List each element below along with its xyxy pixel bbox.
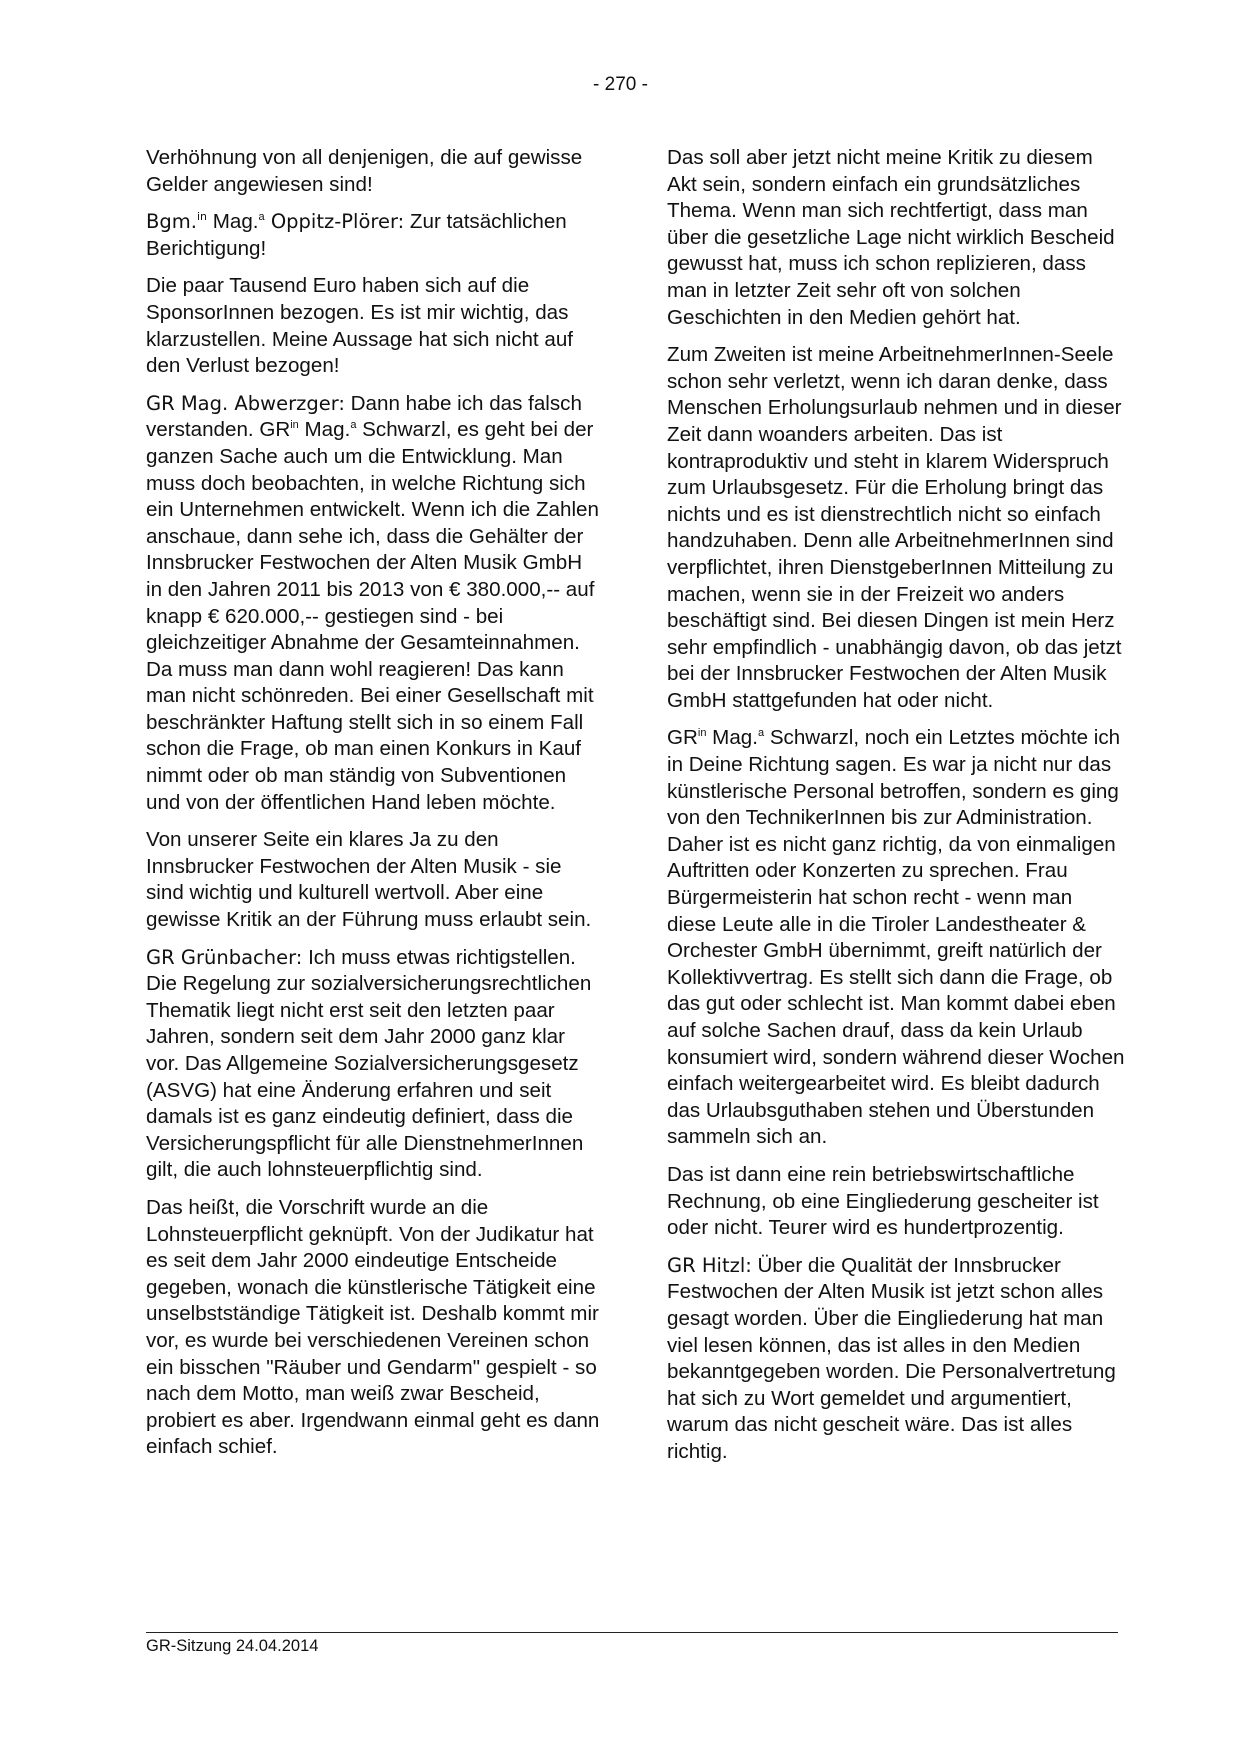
paragraph: Das ist dann eine rein betriebswirtschaftliche Rechnung, ob eine Eingliederung gescheiter ist oder nicht. Teurer wird es hundertprozentig. bbox=[667, 1162, 1099, 1240]
paragraph: GR Grünbacher: Ich muss etwas richtigstellen. Die Regelung zur sozialversicherungsrechtlichen Thematik liegt nicht erst seit den letzten paar Jahren, sondern seit dem Jahr 2000 ganz klar vor. Das Allgemeine Sozialversicherungsgesetz (ASVG) hat eine Änderung erfahren und seit damals ist es ganz eindeutig definiert, dass die Versicherungspflicht für alle DienstnehmerInnen gilt, die auch lohnsteuerpflichtig sind. bbox=[146, 945, 592, 1182]
paragraph: $GR^{in}$ Mag.$^a$ Schwarzl, noch ein Letztes möchte ich in Deine Richtung sagen. Es war ja nicht nur das künstlerische Personal betroffen, sondern es ging von den TechnikerInnen bis zur Administration. Daher ist es nicht ganz richtig, da von einmaligen Auftritten oder Konzerten zu sprechen. Frau Bürgermeisterin hat schon recht - wenn man diese Leute alle in die Tiroler Landestheater & Orchester GmbH übernimmt, greift natürlich der Kollektivvertrag. Es stellt sich dann die Frage, ob das gut oder schlecht ist. Man kommt dabei eben auf solche Sachen drauf, dass da kein Urlaub konsumiert wird, sondern während dieser Wochen einfach weitergearbeitet wird. Es bleibt dadurch das Urlaubsguthaben stehen und Überstunden sammeln sich an. bbox=[667, 726, 1125, 1149]
left-column bbox=[146, 145, 601, 1472]
paragraph: Das soll aber jetzt nicht meine Kritik zu diesem Akt sein, sondern einfach ein grundsätzliches Thema. Wenn man sich rechtfertigt, dass man über die gesetzliche Lage nicht wirklich Bescheid gewusst hat, muss ich schon replizieren, dass man in letzter Zeit sehr oft von solchen Geschichten in den Medien gehört hat. bbox=[667, 146, 1115, 329]
right-column bbox=[667, 145, 1125, 1477]
paragraph: Von unserer Seite ein klares Ja zu den Innsbrucker Festwochen der Alten Musik - sie sind wichtig und kulturell wertvoll. Aber eine gewisse Kritik an der Führung muss erlaubt sein. bbox=[146, 828, 592, 932]
speaker-name: GR Mag. Abwerzger: bbox=[146, 391, 345, 415]
paragraph: GR Mag. Abwerzger: Dann habe ich das falsch verstanden. $GR^{in}$ Mag.$^a$ Schwarzl, es geht bei der ganzen Sache auch um die Entwicklung. Man muss doch beobachten, in welche Richtung sich ein Unternehmen entwickelt. Wenn ich die Zahlen anschaue, dann sehe ich, dass die Gehälter der Innsbrucker Festwochen der Alten Musik GmbH in den Jahren 2011 bis 2013 von € 380.000,-- auf knapp € 620.000,-- gestiegen sind - bei gleichzeitiger Abnahme der Gesamteinnahmen. Da muss man dann wohl reagieren! Das kann man nicht schönreden. Bei einer Gesellschaft mit beschränkter Haftung stellt sich in so einem Fall schon die Frage, ob man einen Konkurs in Kauf nimmt oder ob man ständig von Subventionen und von der öffentlichen Hand leben möchte. bbox=[146, 391, 599, 814]
page-number: - 270 - bbox=[593, 74, 648, 95]
speaker-name: Oppitz-Plörer: bbox=[264, 210, 405, 234]
paragraph: Zum Zweiten ist meine ArbeitnehmerInnen-Seele schon sehr verletzt, wenn ich daran denke, dass Menschen Erholungsurlaub nehmen und in dieser Zeit dann woanders arbeiten. Das ist kontraproduktiv und steht in klarem Widerspruch zum Urlaubsgesetz. Für die Erholung bringt das nichts und es ist dienstrechtlich nicht so einfach handzuhaben. Denn alle ArbeitnehmerInnen sind verpflichtet, ihren DienstgeberInnen Mitteilung zu machen, wenn sie in der Freizeit wo anders beschäftigt sind. Bei diesen Dingen ist mein Herz sehr empfindlich - unabhängig davon, ob das jetzt bei der Innsbrucker Festwochen der Alten Musik GmbH stattgefunden hat oder nicht. bbox=[667, 343, 1122, 712]
paragraph: Das heißt, die Vorschrift wurde an die Lohnsteuerpflicht geknüpft. Von der Judikatur hat es seit dem Jahr 2000 eindeutige Entscheide gegeben, wonach die künstlerische Tätigkeit eine unselbstständige Tätigkeit ist. Deshalb kommt mir vor, es wurde bei verschiedenen Vereinen schon ein bisschen "Räuber und Gendarm" gespielt - so nach dem Motto, man weiß zwar Bescheid, probiert es aber. Irgendwann einmal geht es dann einfach schief. bbox=[146, 1195, 600, 1459]
paragraph: Verhöhnung von all denjenigen, die auf gewisse Gelder angewiesen sind! bbox=[146, 146, 583, 196]
footer-text: GR-Sitzung 24.04.2014 bbox=[146, 1637, 319, 1655]
speaker-name: Bgm.$^{in}$ bbox=[146, 210, 207, 234]
paragraph: Bgm.$^{in}$ Mag.$^a$ Oppitz-Plörer: Zur tatsächlichen Berichtigung! bbox=[146, 210, 567, 260]
speaker-name: GR Grünbacher: bbox=[146, 945, 303, 969]
paragraph: GR Hitzl: Über die Qualität der Innsbrucker Festwochen der Alten Musik ist jetzt schon alles gesagt worden. Über die Eingliederung hat man viel lesen können, das ist alles in den Medien bekanntgegeben worden. Die Personalvertretung hat sich zu Wort gemeldet und argumentiert, warum das nicht gescheit wäre. Das ist alles richtig. bbox=[667, 1253, 1116, 1463]
paragraph: Die paar Tausend Euro haben sich auf die SponsorInnen bezogen. Es ist mir wichtig, das klarzustellen. Meine Aussage hat sich nicht auf den Verlust bezogen! bbox=[146, 274, 573, 378]
speaker-name: GR Hitzl: bbox=[667, 1253, 752, 1277]
footer-divider bbox=[146, 1632, 1118, 1633]
